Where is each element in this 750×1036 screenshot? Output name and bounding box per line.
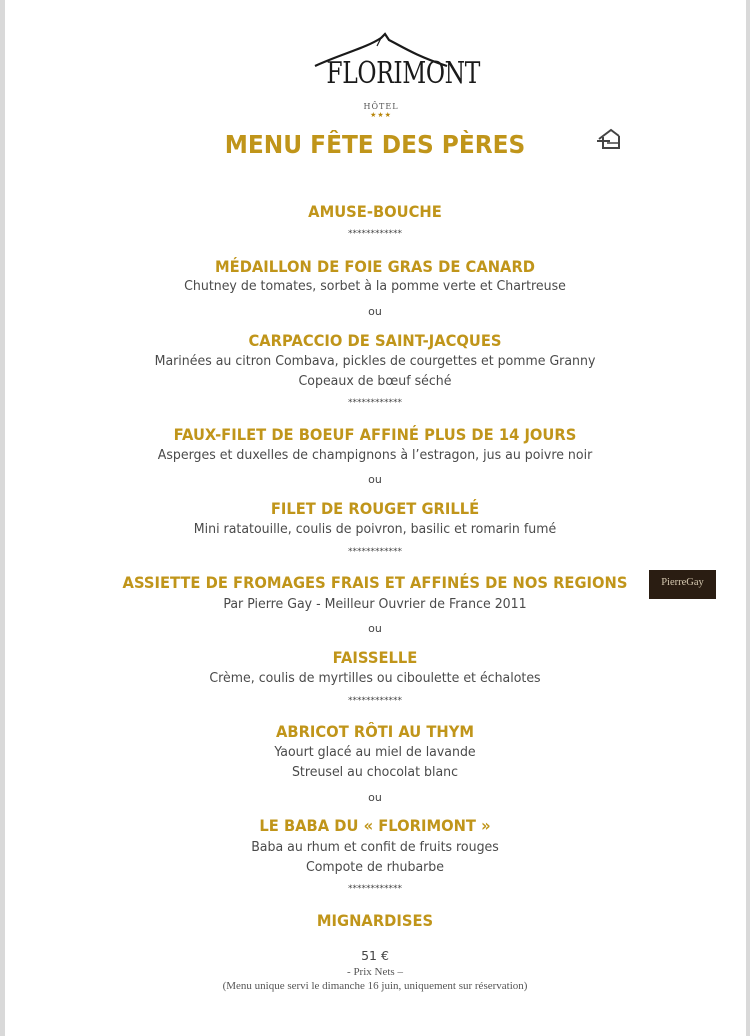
or-label: ou <box>368 622 382 635</box>
footnote: (Menu unique servi le dimanche 16 juin, uniquement sur réservation) <box>222 980 528 992</box>
logo-stars: ★★★ <box>370 111 392 119</box>
course-faux-filet: FAUX-FILET DE BOEUF AFFINÉ PLUS DE 14 JOURS <box>173 425 577 444</box>
course-fromages-desc: Par Pierre Gay - Meilleur Ouvrier de France 2011 <box>223 596 527 612</box>
course-rouget: FILET DE ROUGET GRILLÉ <box>270 499 480 518</box>
course-abricot-desc-2: Streusel au chocolat blanc <box>291 764 459 780</box>
course-fromages: ASSIETTE DE FROMAGES FRAIS ET AFFINÉS DE NOS REGIONS <box>122 573 628 592</box>
menu-page <box>5 0 746 1036</box>
separator: ************ <box>348 547 402 557</box>
pierre-gay-photo <box>649 570 716 599</box>
course-abricot: ABRICOT RÔTI AU THYM <box>275 722 475 741</box>
price: 51 € <box>361 948 389 963</box>
course-carpaccio: CARPACCIO DE SAINT-JACQUES <box>248 331 502 350</box>
course-foie-gras: MÉDAILLON DE FOIE GRAS DE CANARD <box>214 257 535 276</box>
course-carpaccio-desc-2: Copeaux de bœuf séché <box>298 373 452 389</box>
course-abricot-desc-1: Yaourt glacé au miel de lavande <box>274 744 476 760</box>
course-amuse-bouche: AMUSE-BOUCHE <box>308 202 442 221</box>
or-label: ou <box>368 305 382 318</box>
or-label: ou <box>368 791 382 804</box>
course-baba-desc-1: Baba au rhum et confit de fruits rouges <box>251 839 499 855</box>
page-title: MENU FÊTE DES PÈRES <box>224 130 526 159</box>
logo-subtitle: HÔTEL <box>363 102 399 111</box>
logo-name: FLORIMONT <box>326 56 480 91</box>
separator: ************ <box>348 696 402 706</box>
course-baba: LE BABA DU « FLORIMONT » <box>259 816 491 835</box>
course-mignardises: MIGNARDISES <box>316 911 434 930</box>
course-baba-desc-2: Compote de rhubarbe <box>305 859 445 875</box>
course-rouget-desc: Mini ratatouille, coulis de poivron, basilic et romarin fumé <box>193 521 557 537</box>
price-note: - Prix Nets – <box>347 966 403 978</box>
course-faisselle-desc: Crème, coulis de myrtilles ou ciboulette et échalotes <box>209 670 541 686</box>
course-carpaccio-desc-1: Marinées au citron Combava, pickles de courgettes et pomme Granny <box>154 353 596 369</box>
house-icon[interactable] <box>597 127 623 151</box>
pierre-gay-photo-label: PierreGay <box>661 577 704 588</box>
separator: ************ <box>348 229 402 239</box>
or-label: ou <box>368 473 382 486</box>
separator: ************ <box>348 398 402 408</box>
separator: ************ <box>348 884 402 894</box>
course-faux-filet-desc: Asperges et duxelles de champignons à l’estragon, jus au poivre noir <box>157 447 593 463</box>
course-foie-gras-desc: Chutney de tomates, sorbet à la pomme verte et Chartreuse <box>184 278 566 294</box>
course-faisselle: FAISSELLE <box>332 648 418 667</box>
florimont-logo <box>311 32 480 124</box>
